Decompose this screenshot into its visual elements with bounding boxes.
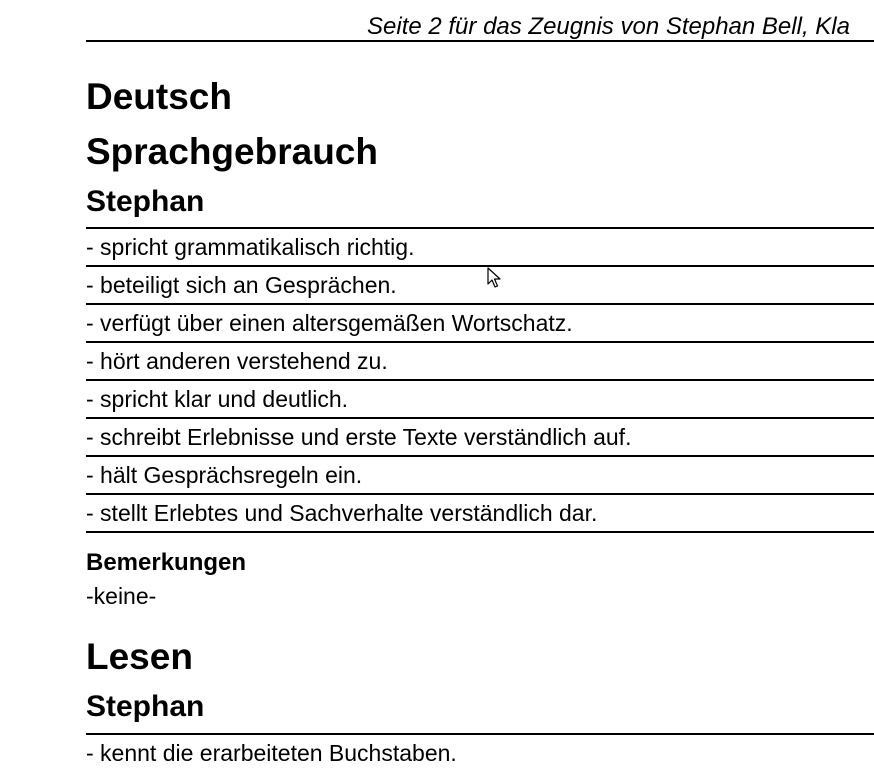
list-item: - hört anderen verstehend zu. [86, 343, 874, 381]
page-header [86, 12, 874, 42]
list-item: - spricht grammatikalisch richtig. [86, 229, 874, 267]
subject-title: Deutsch [86, 76, 232, 117]
section-title-lesen: Lesen [86, 636, 193, 677]
list-item: - verfügt über einen altersgemäßen Wortschatz. [86, 305, 874, 343]
remarks-heading: Bemerkungen [86, 549, 247, 576]
list-item: - beteiligt sich an Gesprächen. [86, 267, 874, 305]
list-item: - stellt Erlebtes und Sachverhalte verständlich dar. [86, 495, 874, 533]
page-header-text: Seite 2 für das Zeugnis von Stephan Bell, Kla [367, 13, 850, 40]
student-name-lesen: Stephan [86, 690, 205, 723]
list-item: - kennt die erarbeiteten Buchstaben. [86, 740, 457, 766]
list-item: - spricht klar und deutlich. [86, 381, 874, 419]
student-name: Stephan [86, 185, 205, 218]
assessment-list-lesen [86, 733, 874, 773]
assessment-list [86, 227, 874, 533]
remarks-text: -keine- [86, 583, 157, 609]
list-item: - schreibt Erlebnisse und erste Texte verständlich auf. [86, 419, 874, 457]
mouse-pointer-icon [487, 267, 501, 289]
report-page [86, 0, 874, 766]
list-item: - hält Gesprächsregeln ein. [86, 457, 874, 495]
section-title-sprachgebrauch: Sprachgebrauch [86, 131, 378, 172]
